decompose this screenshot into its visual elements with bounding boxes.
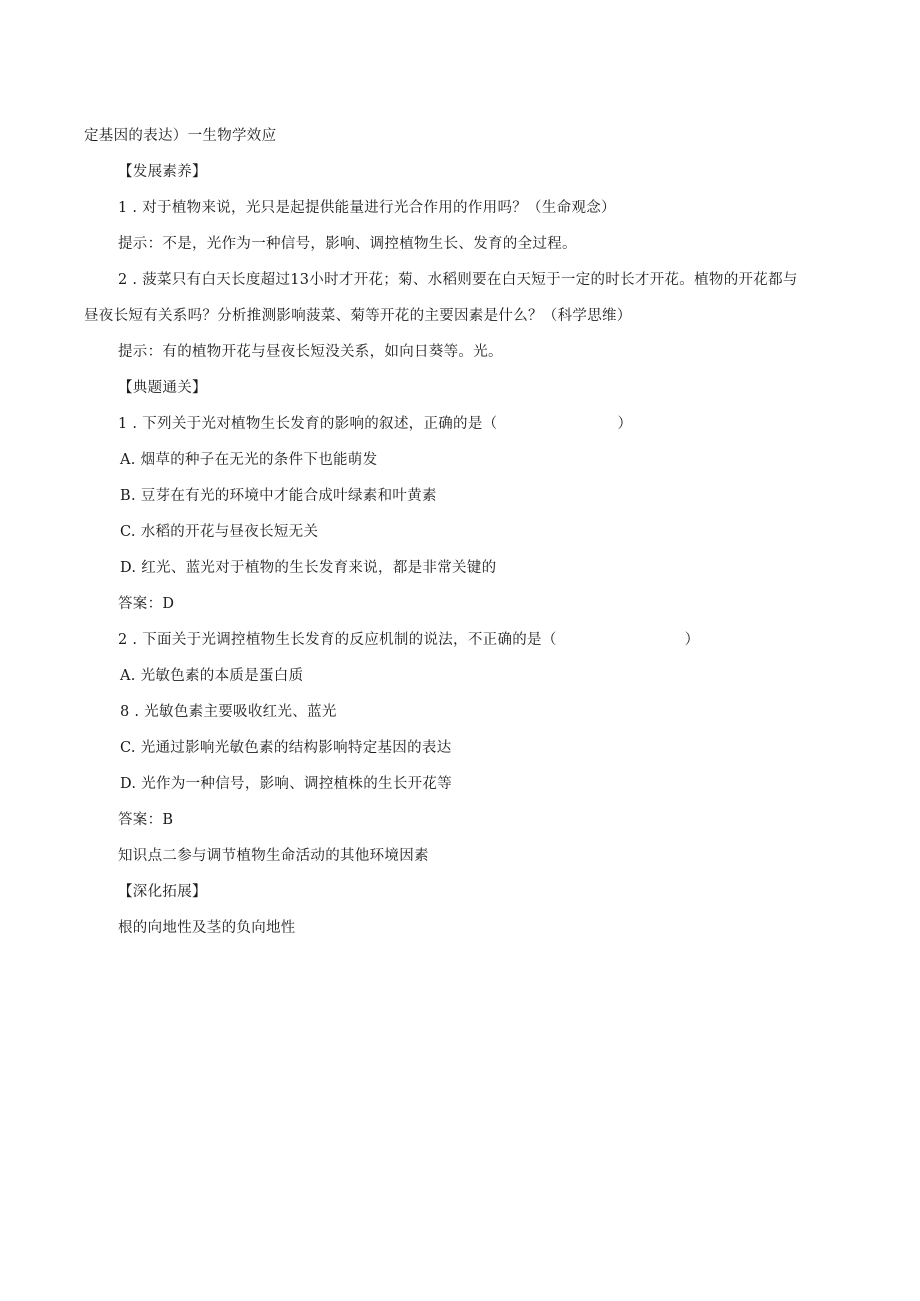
hint-text: 提示：有的植物开花与昼夜长短没关系，如向日葵等。光。	[118, 344, 503, 360]
option-c: C. 光通过影响光敏色素的结构影响特定基因的表达	[120, 740, 452, 756]
option-d: D. 光作为一种信号，影响、调控植株的生长开花等	[120, 776, 453, 792]
option-b: B. 豆芽在有光的环境中才能合成叶绿素和叶黄素	[120, 488, 437, 504]
option-a: A. 光敏色素的本质是蛋白质	[120, 668, 304, 684]
option-c: C. 水稻的开花与昼夜长短无关	[120, 524, 319, 540]
text-line: 定基因的表达）一生物学效应	[84, 128, 277, 144]
answer-text: 答案：B	[118, 812, 174, 828]
question-2-stem	[118, 630, 699, 650]
question-stem-text: 1 . 下列关于光对植物生长发育的影响的叙述，正确的是（	[118, 416, 498, 432]
question-text: 2 . 菠菜只有白天长度超过13小时才开花；菊、水稻则要在白天短于一定的时长才开花。植物的开花都与	[118, 272, 798, 288]
question-1-stem	[118, 414, 632, 434]
question-stem-text: 2 . 下面关于光调控植物生长发育的反应机制的说法，不正确的是（	[118, 632, 557, 648]
knowledge-point-heading: 知识点二参与调节植物生命活动的其他环境因素	[118, 848, 429, 864]
text-line: 根的向地性及茎的负向地性	[118, 920, 296, 936]
question-text-continued: 昼夜长短有关系吗？分析推测影响菠菜、菊等开花的主要因素是什么？（科学思维）	[84, 308, 632, 324]
option-b: 8 . 光敏色素主要吸收红光、蓝光	[120, 704, 337, 720]
answer-text: 答案：D	[118, 596, 175, 612]
hint-text: 提示：不是，光作为一种信号，影响、调控植物生长、发育的全过程。	[118, 236, 577, 252]
section-heading: 【典题通关】	[118, 380, 207, 396]
section-heading: 【发展素养】	[118, 164, 207, 180]
question-stem-close: ）	[684, 632, 700, 648]
section-heading: 【深化拓展】	[118, 884, 207, 900]
question-stem-close: ）	[617, 416, 633, 432]
option-d: D. 红光、蓝光对于植物的生长发育来说，都是非常关键的	[120, 560, 497, 576]
option-a: A. 烟草的种子在无光的条件下也能萌发	[120, 452, 378, 468]
question-text: 1 . 对于植物来说，光只是起提供能量进行光合作用的作用吗？（生命观念）	[118, 200, 616, 216]
